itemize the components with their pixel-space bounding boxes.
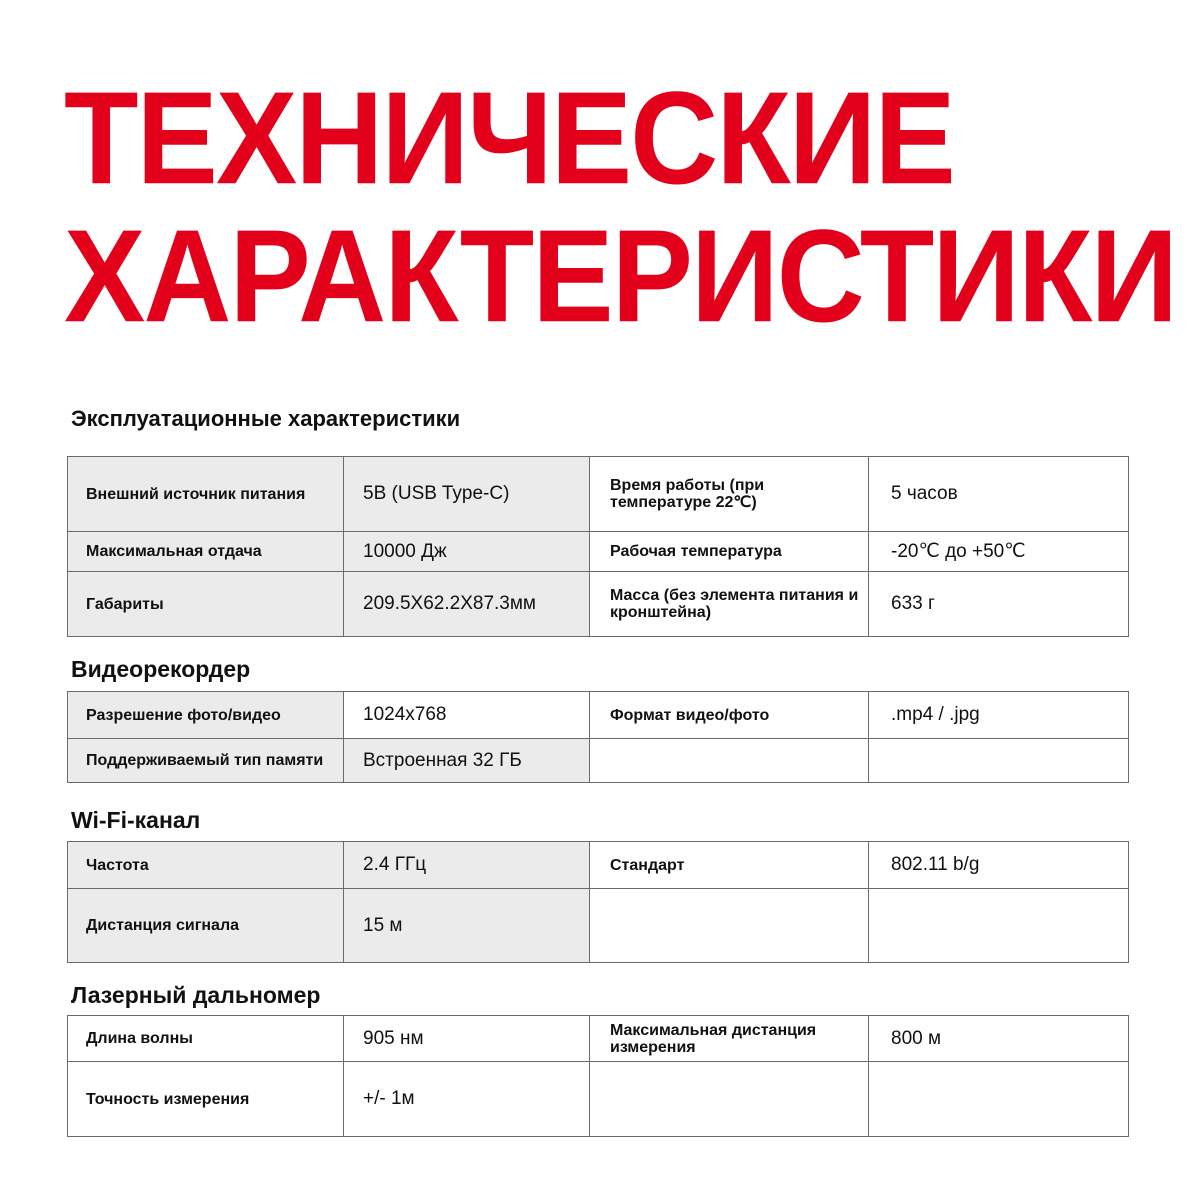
spec-value: Встроенная 32 ГБ	[344, 739, 590, 783]
spec-label: Дистанция сигнала	[68, 889, 344, 963]
spec-value: .mp4 / .jpg	[869, 692, 1129, 739]
spec-value: 802.11 b/g	[869, 842, 1129, 889]
spec-label: Точность измерения	[68, 1062, 344, 1137]
table-row	[68, 692, 1129, 739]
spec-value: 209.5X62.2X87.3мм	[344, 572, 590, 637]
table-row	[68, 889, 1129, 963]
spec-label: Масса (без элемента питания и кронштейна)	[590, 572, 869, 637]
spec-value	[869, 739, 1129, 783]
spec-label: Рабочая температура	[590, 532, 869, 572]
table-row	[68, 842, 1129, 889]
table-row	[68, 1016, 1129, 1062]
section-title-operational: Эксплуатационные характеристики	[71, 406, 461, 431]
spec-value	[869, 1062, 1129, 1137]
spec-value: 2.4 ГГц	[344, 842, 590, 889]
spec-label: Внешний источник питания	[68, 457, 344, 532]
spec-label: Время работы (при температуре 22℃)	[590, 457, 869, 532]
table-row	[68, 572, 1129, 637]
wifi-table	[67, 841, 1129, 963]
spec-value: 10000 Дж	[344, 532, 590, 572]
spec-label: Формат видео/фото	[590, 692, 869, 739]
spec-label: Поддерживаемый тип памяти	[68, 739, 344, 783]
spec-label	[590, 889, 869, 963]
spec-label	[590, 1062, 869, 1137]
laser-rangefinder-table	[67, 1015, 1129, 1137]
spec-value: 633 г	[869, 572, 1129, 637]
spec-value: 905 нм	[344, 1016, 590, 1062]
table-row	[68, 532, 1129, 572]
spec-value: 800 м	[869, 1016, 1129, 1062]
spec-value: 5 часов	[869, 457, 1129, 532]
spec-value: 1024x768	[344, 692, 590, 739]
page-title-line-2: ХАРАКТЕРИСТИКИ	[64, 202, 1177, 350]
spec-value: -20℃ до +50℃	[869, 532, 1129, 572]
operational-specs-table	[67, 456, 1129, 637]
spec-label	[590, 739, 869, 783]
section-title-video-recorder: Видеорекордер	[71, 656, 251, 682]
spec-value: +/- 1м	[344, 1062, 590, 1137]
section-title-laser-rangefinder: Лазерный дальномер	[71, 982, 321, 1008]
section-title-wifi: Wi-Fi-канал	[71, 807, 201, 833]
spec-label: Разрешение фото/видео	[68, 692, 344, 739]
spec-value	[869, 889, 1129, 963]
spec-label: Габариты	[68, 572, 344, 637]
spec-value: 5В (USB Type-C)	[344, 457, 590, 532]
table-row	[68, 1062, 1129, 1137]
spec-label: Длина волны	[68, 1016, 344, 1062]
spec-label: Максимальная дистанция измерения	[590, 1016, 869, 1062]
spec-label: Стандарт	[590, 842, 869, 889]
page-title-line-1: ТЕХНИЧЕСКИЕ	[64, 64, 954, 212]
table-row	[68, 739, 1129, 783]
spec-label: Максимальная отдача	[68, 532, 344, 572]
spec-value: 15 м	[344, 889, 590, 963]
video-recorder-table	[67, 691, 1129, 783]
table-row	[68, 457, 1129, 532]
spec-label: Частота	[68, 842, 344, 889]
